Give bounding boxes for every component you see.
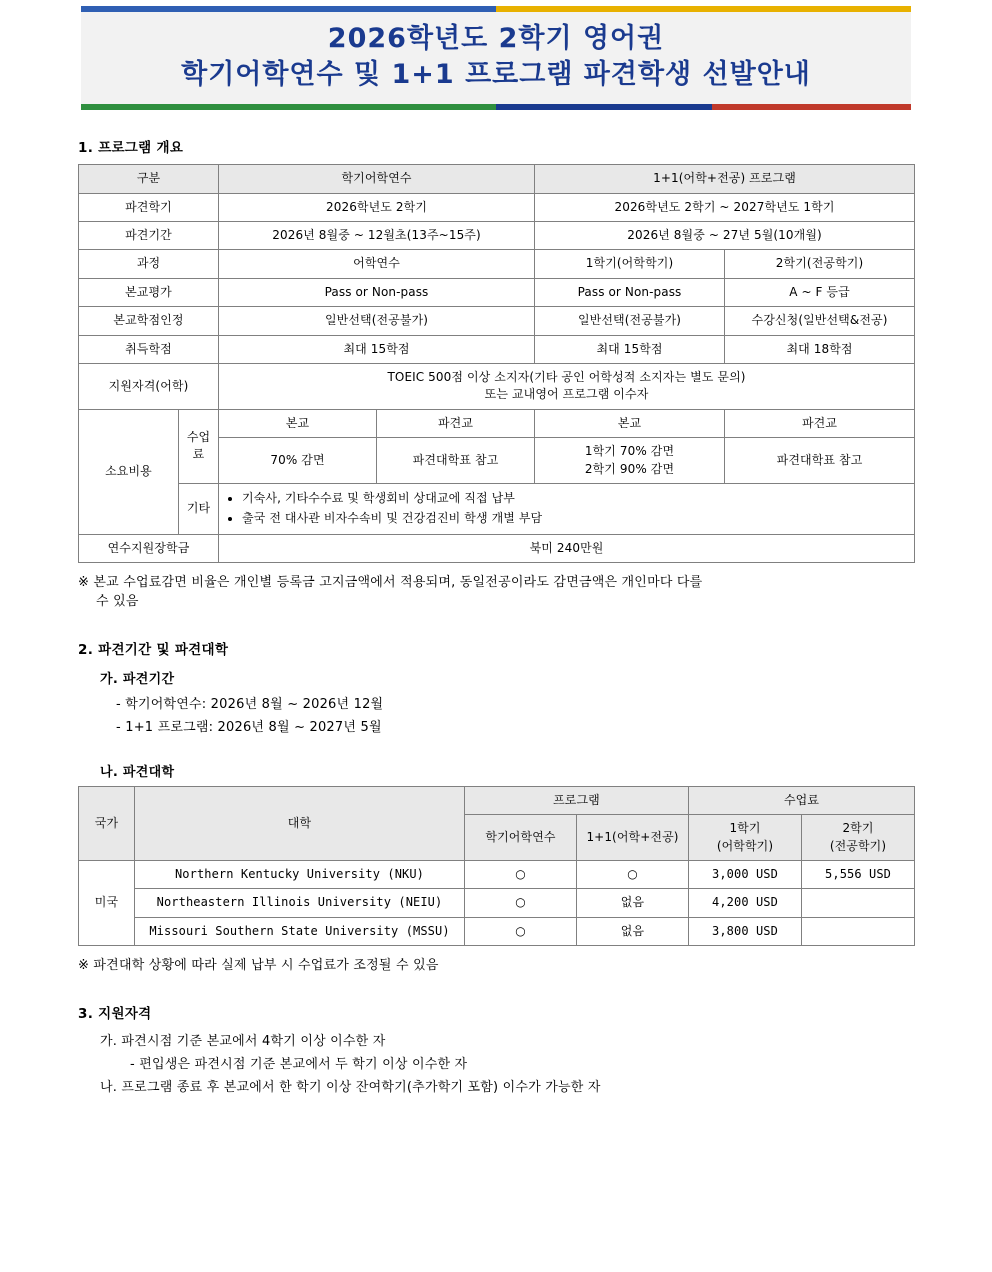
row-value-학점인정-어학: 일반선택(전공불가): [219, 307, 535, 335]
table-row: [79, 917, 915, 945]
banner-bottom-seg-2: [280, 104, 496, 110]
section-2-sub-b: 나. 파견대학: [100, 764, 175, 780]
univ-subheader-학기어학연수: 학기어학연수: [465, 815, 577, 861]
section-3-heading: 3. 지원자격: [78, 1005, 152, 1022]
program-overview-table: [78, 164, 915, 563]
section-3-item-2: - 편입생은 파견시점 기준 본교에서 두 학기 이상 이수한 자: [130, 1056, 468, 1072]
univ-header-프로그램: 프로그램: [465, 786, 689, 814]
section-1-note-line-1: ※ 본교 수업료감면 비율은 개인별 등록금 고지금액에서 적용되며, 동일전공이라도 감면금액은 개인마다 다를: [78, 574, 703, 590]
univ-neiu-tuition-1학기: 4,200 USD: [689, 889, 802, 917]
banner-bottom-colorbar: [81, 104, 911, 110]
cost-value-파견교-1plus1: 파견대학표 참고: [725, 438, 915, 484]
section-1-note-line-2: 수 있음: [96, 594, 139, 610]
univ-neiu-tuition-2학기: [802, 889, 915, 917]
cost-value-본교-1plus1: [535, 438, 725, 484]
cost-value-본교-어학: 70% 감면: [219, 438, 377, 484]
document-content: [0, 136, 992, 1095]
row-value-학점인정-1학기: 일반선택(전공불가): [535, 307, 725, 335]
row-value-과정-1학기: 1학기(어학학기): [535, 250, 725, 278]
row-label-연수지원장학금: 연수지원장학금: [79, 534, 219, 562]
section-2-sub-a: 가. 파견기간: [100, 671, 175, 687]
row-value-지원자격: [219, 363, 915, 409]
cost-1학기-감면: 1학기 70% 감면: [584, 444, 675, 459]
univ-mssu-program-1plus1: 없음: [577, 917, 689, 945]
banner-top-colorbar: [81, 6, 911, 12]
univ-neiu-program-어학: ○: [465, 889, 577, 917]
row-value-취득학점-어학: 최대 15학점: [219, 335, 535, 363]
cost-subheader-파견교-1plus1: 파견교: [725, 409, 915, 437]
univ-country-미국: 미국: [79, 861, 135, 946]
univ-header-수업료: 수업료: [689, 786, 915, 814]
table-row: [79, 222, 915, 250]
row-value-파견기간-1plus1: 2026년 8월중 ~ 27년 5월(10개월): [535, 222, 915, 250]
univ-name-mssu: Missouri Southern State University (MSSU): [135, 917, 465, 945]
row-value-본교평가-1학기: Pass or Non-pass: [535, 278, 725, 306]
univ-nku-tuition-1학기: 3,000 USD: [689, 861, 802, 889]
univ-nku-program-1plus1: ○: [577, 861, 689, 889]
univ-mssu-program-어학: ○: [465, 917, 577, 945]
row-value-과정-어학: 어학연수: [219, 250, 535, 278]
section-1-note: [78, 573, 914, 612]
univ-subheader-2학기-line1: 2학기: [842, 821, 874, 836]
univ-nku-program-어학: ○: [465, 861, 577, 889]
partner-university-table: [78, 786, 915, 946]
univ-name-nku: Northern Kentucky University (NKU): [135, 861, 465, 889]
row-value-학점인정-2학기: 수강신청(일반선택&전공): [725, 307, 915, 335]
univ-subheader-2학기-line2: (전공학기): [829, 838, 887, 853]
row-label-본교학점인정: 본교학점인정: [79, 307, 219, 335]
table-row: [79, 278, 915, 306]
page-banner: [81, 0, 911, 110]
univ-header-국가: 국가: [79, 786, 135, 860]
row-label-기타: 기타: [179, 483, 219, 534]
univ-mssu-tuition-2학기: [802, 917, 915, 945]
row-value-과정-2학기: 2학기(전공학기): [725, 250, 915, 278]
banner-top-seg-2: [280, 6, 496, 12]
section-1-heading: 1. 프로그램 개요: [78, 140, 184, 157]
univ-subheader-1학기-line1: 1학기: [729, 821, 761, 836]
row-label-소요비용: 소요비용: [79, 409, 179, 534]
row-value-기타: [219, 483, 915, 534]
section-3-item-1: 가. 파견시점 기준 본교에서 4학기 이상 이수한 자: [100, 1033, 386, 1049]
univ-subheader-1plus1: 1+1(어학+전공): [577, 815, 689, 861]
table-row: [79, 335, 915, 363]
univ-subheader-1학기-line2: (어학학기): [716, 838, 774, 853]
univ-mssu-tuition-1학기: 3,800 USD: [689, 917, 802, 945]
row-label-지원자격: 지원자격(어학): [79, 363, 219, 409]
univ-header-대학: 대학: [135, 786, 465, 860]
cost-subheader-파견교-어학: 파견교: [377, 409, 535, 437]
row-value-파견학기-1plus1: 2026학년도 2학기 ~ 2027학년도 1학기: [535, 193, 915, 221]
row-value-본교평가-어학: Pass or Non-pass: [219, 278, 535, 306]
row-label-파견학기: 파견학기: [79, 193, 219, 221]
row-value-파견학기-어학: 2026학년도 2학기: [219, 193, 535, 221]
section-2-a-item-1: - 학기어학연수: 2026년 8월 ~ 2026년 12월: [116, 696, 384, 712]
overview-header-학기어학연수: 학기어학연수: [219, 165, 535, 193]
row-label-파견기간: 파견기간: [79, 222, 219, 250]
row-value-취득학점-2학기: 최대 18학점: [725, 335, 915, 363]
table-row: [79, 165, 915, 193]
banner-title: [81, 12, 911, 104]
banner-bottom-seg-4: [712, 104, 911, 110]
overview-header-구분: 구분: [79, 165, 219, 193]
banner-title-line-2: 학기어학연수 및 1+1 프로그램 파견학생 선발안내: [181, 58, 811, 90]
table-row: [79, 409, 915, 437]
banner-title-line-1: 2026학년도 2학기 영어권: [327, 23, 665, 54]
univ-neiu-program-1plus1: 없음: [577, 889, 689, 917]
univ-subheader-2학기: [802, 815, 915, 861]
cost-value-파견교-어학: 파견대학표 참고: [377, 438, 535, 484]
table-row: [79, 193, 915, 221]
table-row: [79, 889, 915, 917]
table-row: [79, 786, 915, 814]
list-item: • 출국 전 대사관 비자수속비 및 건강검진비 학생 개별 부담: [242, 509, 911, 529]
row-label-과정: 과정: [79, 250, 219, 278]
banner-top-seg-4: [712, 6, 911, 12]
row-value-파견기간-어학: 2026년 8월중 ~ 12월초(13주~15주): [219, 222, 535, 250]
row-label-본교평가: 본교평가: [79, 278, 219, 306]
row-label-취득학점: 취득학점: [79, 335, 219, 363]
banner-bottom-seg-3: [496, 104, 712, 110]
table-row: [79, 534, 915, 562]
univ-subheader-1학기: [689, 815, 802, 861]
table-row: [79, 307, 915, 335]
table-row: [79, 250, 915, 278]
qualification-line-1: TOEIC 500점 이상 소지자(기타 공인 어학성적 소지자는 별도 문의): [387, 369, 746, 384]
overview-header-1plus1: 1+1(어학+전공) 프로그램: [535, 165, 915, 193]
univ-name-neiu: Northeastern Illinois University (NEIU): [135, 889, 465, 917]
cost-subheader-본교-어학: 본교: [219, 409, 377, 437]
cost-subheader-본교-1plus1: 본교: [535, 409, 725, 437]
cost-2학기-감면: 2학기 90% 감면: [584, 461, 675, 476]
etc-list: [222, 489, 911, 529]
table-row: [79, 363, 915, 409]
banner-top-seg-1: [81, 6, 280, 12]
list-item: • 기숙사, 기타수수료 및 학생회비 상대교에 직접 납부: [242, 489, 911, 509]
univ-nku-tuition-2학기: 5,556 USD: [802, 861, 915, 889]
section-2-note: ※ 파견대학 상황에 따라 실제 납부 시 수업료가 조정될 수 있음: [78, 958, 439, 974]
row-label-수업료: 수업료: [179, 409, 219, 483]
banner-top-seg-3: [496, 6, 712, 12]
row-value-본교평가-2학기: A ~ F 등급: [725, 278, 915, 306]
qualification-line-2: 또는 교내영어 프로그램 이수자: [484, 387, 649, 402]
table-row: [79, 483, 915, 534]
row-value-취득학점-1학기: 최대 15학점: [535, 335, 725, 363]
section-3-item-3: 나. 프로그램 종료 후 본교에서 한 학기 이상 잔여학기(추가학기 포함) 이수가 가능한 자: [100, 1079, 601, 1095]
section-2-heading: 2. 파견기간 및 파견대학: [78, 641, 229, 658]
banner-bottom-seg-1: [81, 104, 280, 110]
row-value-연수지원장학금: 북미 240만원: [219, 534, 915, 562]
section-2-a-item-2: - 1+1 프로그램: 2026년 8월 ~ 2027년 5월: [116, 719, 382, 735]
table-row: [79, 861, 915, 889]
